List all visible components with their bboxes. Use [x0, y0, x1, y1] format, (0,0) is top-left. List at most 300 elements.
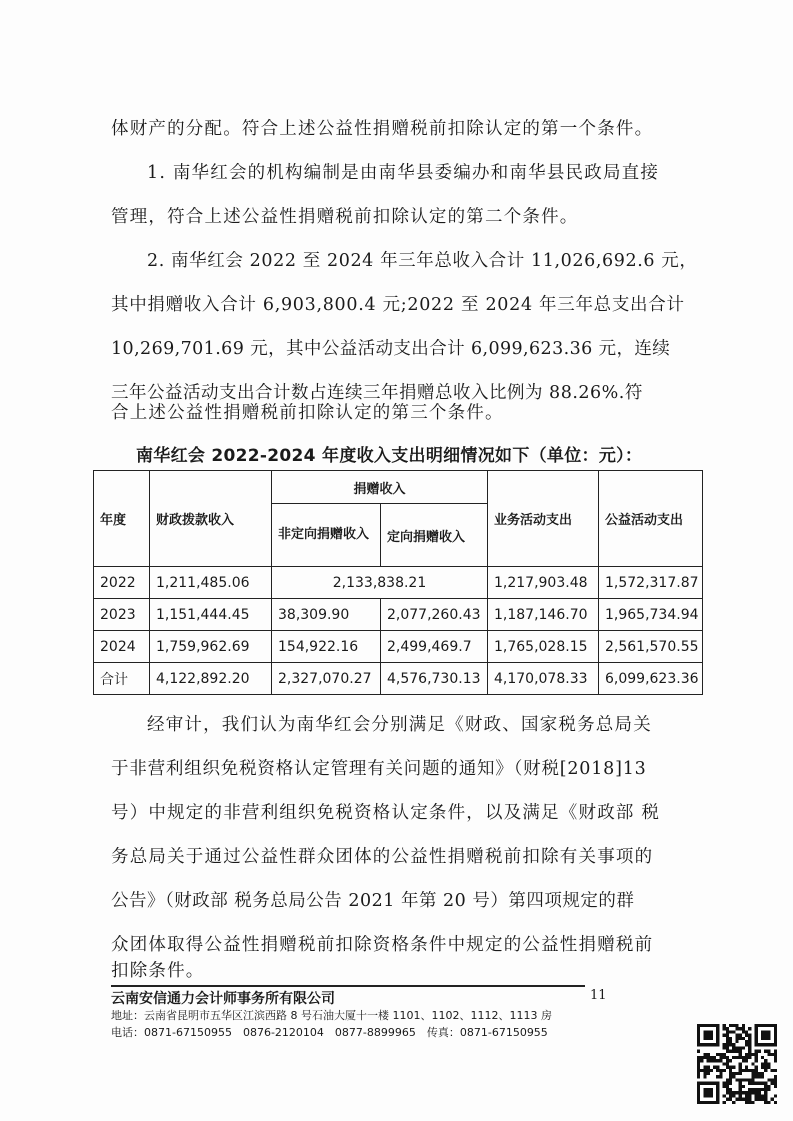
- qr-module: [742, 1056, 745, 1059]
- paragraph-line: 管理，符合上述公益性捐赠税前扣除认定的第二个条件。: [111, 207, 579, 227]
- qr-module: [764, 1094, 767, 1097]
- qr-module: [758, 1088, 761, 1091]
- qr-module: [774, 1075, 777, 1078]
- footer-phone: 电话：0871-67150955 0876-2120104 0877-8899965 传真：0871-67150955: [111, 1026, 548, 1039]
- qr-module: [719, 1056, 722, 1059]
- qr-module: [748, 1094, 751, 1097]
- qr-module: [697, 1072, 700, 1075]
- qr-module: [739, 1034, 742, 1037]
- qr-module: [726, 1078, 729, 1081]
- qr-module: [697, 1069, 700, 1072]
- qr-module: [703, 1056, 706, 1059]
- qr-module: [742, 1085, 745, 1088]
- qr-module: [713, 1066, 716, 1069]
- paragraph-line: 10,269,701.69 元，其中公益活动支出合计 6,099,623.36 元，连续: [111, 339, 671, 359]
- qr-module: [764, 1085, 767, 1088]
- qr-module: [755, 1053, 758, 1056]
- qr-module: [729, 1091, 732, 1094]
- cell-business: 1,187,146.70: [488, 599, 599, 631]
- qr-module: [742, 1059, 745, 1062]
- qr-module: [732, 1091, 735, 1094]
- qr-module: [748, 1069, 751, 1072]
- qr-module: [732, 1030, 735, 1033]
- qr-module: [745, 1034, 748, 1037]
- cell-directed: 4,576,730.13: [381, 663, 488, 695]
- qr-module: [739, 1091, 742, 1094]
- qr-module: [767, 1066, 770, 1069]
- qr-module: [700, 1059, 703, 1062]
- qr-module: [726, 1043, 729, 1046]
- qr-module: [726, 1056, 729, 1059]
- paragraph-line: 其中捐赠收入合计 6,903,800.4 元;2022 至 2024 年三年总支出合计: [111, 295, 685, 315]
- paragraph-line: 合上述公益性捐赠税前扣除认定的第三个条件。: [111, 403, 504, 423]
- qr-module: [764, 1082, 767, 1085]
- qr-module: [729, 1069, 732, 1072]
- qr-module: [735, 1098, 738, 1101]
- qr-module: [697, 1066, 700, 1069]
- qr-module: [764, 1059, 767, 1062]
- qr-module: [745, 1101, 748, 1104]
- table-row: [94, 631, 703, 663]
- qr-module: [761, 1082, 764, 1085]
- qr-module: [726, 1046, 729, 1049]
- qr-module: [703, 1066, 706, 1069]
- qr-module: [755, 1066, 758, 1069]
- qr-finder: [761, 1030, 771, 1040]
- qr-module: [723, 1027, 726, 1030]
- qr-module: [774, 1101, 777, 1104]
- qr-module: [748, 1101, 751, 1104]
- qr-module: [745, 1056, 748, 1059]
- qr-finder: [703, 1088, 713, 1098]
- qr-module: [719, 1053, 722, 1056]
- qr-module: [758, 1050, 761, 1053]
- cell-year: 2023: [94, 599, 150, 631]
- qr-module: [764, 1101, 767, 1104]
- qr-module: [742, 1030, 745, 1033]
- qr-module: [774, 1053, 777, 1056]
- qr-module: [742, 1046, 745, 1049]
- qr-module: [707, 1059, 710, 1062]
- qr-module: [774, 1069, 777, 1072]
- qr-module: [767, 1053, 770, 1056]
- qr-module: [707, 1053, 710, 1056]
- header-nondirected-label: 非定向捐赠收入: [278, 527, 370, 542]
- header-nondirected: [272, 504, 381, 567]
- qr-module: [710, 1056, 713, 1059]
- qr-module: [739, 1082, 742, 1085]
- qr-module: [748, 1078, 751, 1081]
- qr-module: [748, 1043, 751, 1046]
- table-row: [94, 599, 703, 631]
- qr-module: [758, 1098, 761, 1101]
- qr-module: [732, 1075, 735, 1078]
- qr-module: [735, 1024, 738, 1027]
- qr-module: [732, 1056, 735, 1059]
- qr-module: [761, 1088, 764, 1091]
- qr-module: [774, 1056, 777, 1059]
- qr-module: [755, 1098, 758, 1101]
- qr-module: [761, 1056, 764, 1059]
- qr-module: [742, 1098, 745, 1101]
- qr-module: [735, 1056, 738, 1059]
- qr-module: [751, 1072, 754, 1075]
- cell-public: 1,572,317.87: [599, 567, 703, 599]
- qr-module: [745, 1040, 748, 1043]
- qr-module: [774, 1085, 777, 1088]
- qr-module: [732, 1094, 735, 1097]
- paragraph-line: 三年公益活动支出合计数占连续三年捐赠总收入比例为 88.26%.符: [111, 383, 643, 403]
- qr-module: [755, 1091, 758, 1094]
- qr-module: [726, 1062, 729, 1065]
- qr-module: [748, 1034, 751, 1037]
- qr-module: [739, 1078, 742, 1081]
- header-donation: 捐赠收入: [272, 471, 488, 504]
- qr-module: [735, 1050, 738, 1053]
- cell-fiscal: 1,759,962.69: [150, 631, 272, 663]
- qr-module: [755, 1069, 758, 1072]
- qr-module: [735, 1040, 738, 1043]
- qr-module: [739, 1072, 742, 1075]
- qr-module: [716, 1075, 719, 1078]
- qr-module: [767, 1078, 770, 1081]
- header-fiscal: 财政拨款收入: [150, 471, 272, 567]
- qr-module: [726, 1088, 729, 1091]
- qr-module: [716, 1059, 719, 1062]
- qr-module: [755, 1072, 758, 1075]
- qr-module: [761, 1098, 764, 1101]
- qr-module: [726, 1091, 729, 1094]
- qr-module: [764, 1098, 767, 1101]
- footer-company: 云南安信通力会计师事务所有限公司: [111, 991, 335, 1007]
- cell-business: 4,170,078.33: [488, 663, 599, 695]
- qr-module: [751, 1088, 754, 1091]
- qr-module: [771, 1082, 774, 1085]
- qr-module: [729, 1075, 732, 1078]
- qr-module: [719, 1075, 722, 1078]
- qr-module: [732, 1024, 735, 1027]
- qr-module: [723, 1085, 726, 1088]
- qr-module: [739, 1066, 742, 1069]
- qr-module: [697, 1059, 700, 1062]
- qr-module: [748, 1050, 751, 1053]
- qr-module: [697, 1075, 700, 1078]
- qr-module: [729, 1050, 732, 1053]
- qr-module: [726, 1034, 729, 1037]
- qr-module: [758, 1094, 761, 1097]
- qr-module: [755, 1088, 758, 1091]
- qr-module: [726, 1059, 729, 1062]
- qr-module: [716, 1066, 719, 1069]
- qr-module: [739, 1094, 742, 1097]
- qr-module: [748, 1037, 751, 1040]
- paragraph-line: 众团体取得公益性捐赠税前扣除资格条件中规定的公益性捐赠税前: [111, 935, 654, 955]
- header-directed: 定向捐赠收入: [381, 504, 488, 567]
- qr-module: [767, 1085, 770, 1088]
- qr-module: [723, 1062, 726, 1065]
- qr-module: [735, 1072, 738, 1075]
- qr-module: [745, 1091, 748, 1094]
- qr-module: [729, 1030, 732, 1033]
- qr-module: [767, 1088, 770, 1091]
- income-expense-table: [93, 470, 703, 695]
- qr-module: [748, 1091, 751, 1094]
- qr-module: [745, 1043, 748, 1046]
- qr-module: [732, 1101, 735, 1104]
- qr-module: [697, 1050, 700, 1053]
- qr-module: [748, 1088, 751, 1091]
- qr-module: [745, 1098, 748, 1101]
- qr-module: [745, 1030, 748, 1033]
- qr-module: [735, 1037, 738, 1040]
- qr-module: [751, 1062, 754, 1065]
- qr-module: [758, 1075, 761, 1078]
- qr-module: [739, 1037, 742, 1040]
- qr-module: [774, 1078, 777, 1081]
- qr-module: [726, 1037, 729, 1040]
- qr-module: [710, 1059, 713, 1062]
- qr-module: [742, 1024, 745, 1027]
- cell-fiscal: 1,151,444.45: [150, 599, 272, 631]
- qr-module: [758, 1082, 761, 1085]
- qr-module: [703, 1069, 706, 1072]
- qr-module: [755, 1075, 758, 1078]
- qr-module: [735, 1027, 738, 1030]
- cell-fiscal: 1,211,485.06: [150, 567, 272, 599]
- cell-donation-merged: 2,133,838.21: [272, 567, 488, 599]
- qr-module: [726, 1066, 729, 1069]
- cell-year: 合计: [94, 663, 150, 695]
- qr-module: [729, 1043, 732, 1046]
- qr-module: [751, 1078, 754, 1081]
- qr-module: [729, 1088, 732, 1091]
- paragraph-line: 公告》（财政部 税务总局公告 2021 年第 20 号）第四项规定的群: [111, 891, 635, 911]
- qr-module: [735, 1091, 738, 1094]
- qr-module: [726, 1027, 729, 1030]
- qr-module: [748, 1056, 751, 1059]
- cell-year: 2022: [94, 567, 150, 599]
- cell-fiscal: 4,122,892.20: [150, 663, 272, 695]
- qr-module: [723, 1043, 726, 1046]
- qr-module: [774, 1094, 777, 1097]
- qr-module: [703, 1072, 706, 1075]
- qr-module: [739, 1027, 742, 1030]
- qr-module: [761, 1066, 764, 1069]
- qr-module: [729, 1024, 732, 1027]
- qr-module: [713, 1056, 716, 1059]
- qr-finder: [703, 1030, 713, 1040]
- qr-module: [739, 1069, 742, 1072]
- qr-module: [751, 1101, 754, 1104]
- qr-module: [723, 1034, 726, 1037]
- qr-module: [748, 1053, 751, 1056]
- qr-module: [739, 1050, 742, 1053]
- table-row: [94, 567, 703, 599]
- paragraph-line: 号）中规定的非营利组织免税资格认定条件，以及满足《财政部 税: [111, 803, 661, 823]
- qr-module: [726, 1030, 729, 1033]
- cell-nondirected: 2,327,070.27: [272, 663, 381, 695]
- qr-module: [758, 1091, 761, 1094]
- header-business: 业务活动支出: [488, 471, 599, 567]
- cell-nondirected: 38,309.90: [272, 599, 381, 631]
- qr-module: [742, 1037, 745, 1040]
- qr-module: [732, 1050, 735, 1053]
- qr-module: [751, 1075, 754, 1078]
- cell-directed: 2,499,469.7: [381, 631, 488, 663]
- qr-module: [748, 1027, 751, 1030]
- header-public: 公益活动支出: [599, 471, 703, 567]
- qr-module: [751, 1082, 754, 1085]
- qr-module: [745, 1066, 748, 1069]
- qr-module: [697, 1062, 700, 1065]
- table-row: [94, 663, 703, 695]
- qr-module: [774, 1059, 777, 1062]
- qr-module: [764, 1088, 767, 1091]
- qr-module: [729, 1098, 732, 1101]
- qr-module: [748, 1046, 751, 1049]
- qr-module: [751, 1091, 754, 1094]
- qr-module: [739, 1088, 742, 1091]
- paragraph-line: 于非营利组织免税资格认定管理有关问题的通知》（财税[2018]13: [111, 759, 647, 779]
- qr-module: [716, 1069, 719, 1072]
- qr-module: [700, 1056, 703, 1059]
- table-caption: 南华红会 2022-2024 年度收入支出明细情况如下（单位：元）：: [136, 446, 643, 466]
- qr-module: [723, 1082, 726, 1085]
- qr-module: [748, 1098, 751, 1101]
- qr-module: [767, 1050, 770, 1053]
- paragraph-line: 扣除条件。: [111, 961, 205, 981]
- qr-module: [755, 1082, 758, 1085]
- qr-module: [707, 1056, 710, 1059]
- qr-module: [739, 1098, 742, 1101]
- qr-module: [697, 1056, 700, 1059]
- qr-module: [745, 1078, 748, 1081]
- qr-module: [771, 1053, 774, 1056]
- qr-module: [751, 1069, 754, 1072]
- qr-module: [732, 1043, 735, 1046]
- qr-module: [745, 1053, 748, 1056]
- footer-address: 地址：云南省昆明市五华区江滨西路 8 号石油大厦十一楼 1101、1102、1112、1113 房: [111, 1009, 552, 1022]
- qr-module: [739, 1062, 742, 1065]
- qr-module: [739, 1053, 742, 1056]
- paragraph-line: 体财产的分配。符合上述公益性捐赠税前扣除认定的第一个条件。: [111, 119, 654, 139]
- qr-module: [767, 1101, 770, 1104]
- qr-module: [719, 1072, 722, 1075]
- qr-module: [745, 1069, 748, 1072]
- qr-module: [774, 1050, 777, 1053]
- qr-code-icon: [697, 1024, 777, 1104]
- qr-module: [761, 1094, 764, 1097]
- qr-module: [764, 1062, 767, 1065]
- qr-module: [764, 1069, 767, 1072]
- qr-module: [732, 1072, 735, 1075]
- cell-nondirected: 154,922.16: [272, 631, 381, 663]
- qr-module: [735, 1078, 738, 1081]
- qr-module: [719, 1069, 722, 1072]
- paragraph-line: 务总局关于通过公益性群众团体的公益性捐赠税前扣除有关事项的: [111, 847, 654, 867]
- qr-module: [729, 1037, 732, 1040]
- qr-module: [703, 1053, 706, 1056]
- qr-module: [755, 1094, 758, 1097]
- qr-module: [729, 1094, 732, 1097]
- qr-module: [742, 1069, 745, 1072]
- qr-module: [729, 1040, 732, 1043]
- qr-module: [729, 1059, 732, 1062]
- qr-module: [732, 1046, 735, 1049]
- qr-module: [723, 1069, 726, 1072]
- qr-module: [764, 1050, 767, 1053]
- qr-module: [739, 1056, 742, 1059]
- qr-module: [748, 1040, 751, 1043]
- qr-module: [764, 1091, 767, 1094]
- qr-module: [761, 1062, 764, 1065]
- qr-module: [716, 1053, 719, 1056]
- qr-module: [726, 1085, 729, 1088]
- qr-module: [767, 1062, 770, 1065]
- qr-module: [771, 1069, 774, 1072]
- qr-module: [742, 1027, 745, 1030]
- cell-public: 2,561,570.55: [599, 631, 703, 663]
- qr-module: [729, 1082, 732, 1085]
- qr-module: [758, 1072, 761, 1075]
- cell-business: 1,765,028.15: [488, 631, 599, 663]
- qr-module: [729, 1078, 732, 1081]
- qr-module: [739, 1046, 742, 1049]
- qr-module: [755, 1050, 758, 1053]
- page-number: 11: [590, 988, 607, 1003]
- qr-module: [710, 1069, 713, 1072]
- qr-module: [726, 1082, 729, 1085]
- qr-module: [764, 1066, 767, 1069]
- footer-divider: [111, 985, 585, 987]
- qr-module: [729, 1066, 732, 1069]
- qr-module: [700, 1069, 703, 1072]
- qr-module: [739, 1085, 742, 1088]
- qr-module: [723, 1101, 726, 1104]
- qr-module: [707, 1072, 710, 1075]
- qr-module: [761, 1072, 764, 1075]
- qr-module: [735, 1034, 738, 1037]
- qr-module: [771, 1078, 774, 1081]
- qr-module: [742, 1091, 745, 1094]
- qr-module: [771, 1098, 774, 1101]
- paragraph-line: 2. 南华红会 2022 至 2024 年三年总收入合计 11,026,692.6 元，: [147, 251, 698, 271]
- cell-year: 2024: [94, 631, 150, 663]
- qr-module: [729, 1072, 732, 1075]
- qr-module: [742, 1078, 745, 1081]
- cell-business: 1,217,903.48: [488, 567, 599, 599]
- qr-module: [735, 1046, 738, 1049]
- cell-public: 6,099,623.36: [599, 663, 703, 695]
- paragraph-line: 1. 南华红会的机构编制是由南华县委编办和南华县民政局直接: [147, 163, 660, 183]
- qr-module: [726, 1098, 729, 1101]
- qr-module: [751, 1053, 754, 1056]
- qr-module: [726, 1040, 729, 1043]
- qr-module: [713, 1059, 716, 1062]
- qr-module: [723, 1053, 726, 1056]
- cell-directed: 2,077,260.43: [381, 599, 488, 631]
- qr-module: [761, 1075, 764, 1078]
- cell-public: 1,965,734.94: [599, 599, 703, 631]
- header-year: 年度: [94, 471, 150, 567]
- qr-module: [732, 1066, 735, 1069]
- qr-module: [707, 1069, 710, 1072]
- qr-module: [745, 1059, 748, 1062]
- qr-module: [755, 1056, 758, 1059]
- qr-module: [723, 1094, 726, 1097]
- paragraph-line: 经审计，我们认为南华红会分别满足《财政、国家税务总局关: [147, 715, 652, 735]
- qr-module: [745, 1094, 748, 1097]
